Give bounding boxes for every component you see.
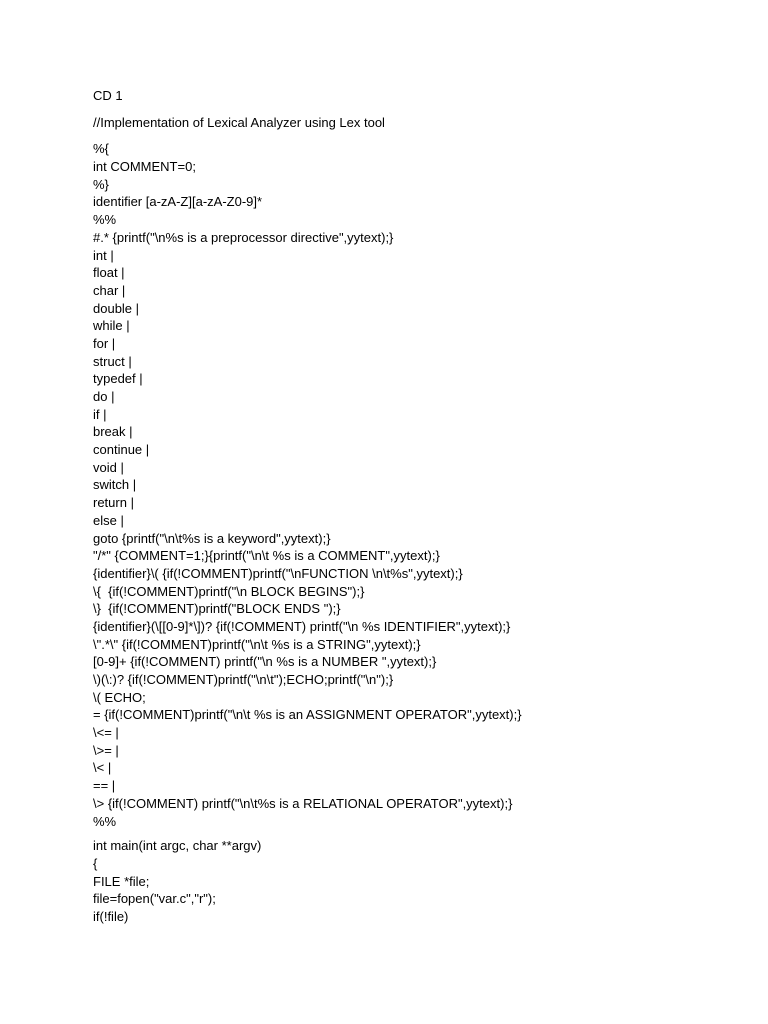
code-line: \< |	[93, 760, 112, 776]
code-line: if |	[93, 406, 107, 422]
code-line: continue |	[93, 442, 150, 458]
code-line: while |	[93, 318, 130, 334]
code-line: double |	[93, 300, 140, 316]
lex-source-block	[93, 140, 733, 830]
code-line: %%	[93, 212, 117, 228]
code-line: break |	[93, 424, 133, 440]
code-line: for |	[93, 335, 116, 351]
code-line: float |	[93, 265, 125, 281]
code-line: \( ECHO;	[93, 689, 146, 705]
code-line: \<= |	[93, 725, 119, 741]
code-line: identifier [a-zA-Z][a-zA-Z0-9]*	[93, 194, 263, 210]
code-line: \} {if(!COMMENT)printf("BLOCK ENDS ");}	[93, 601, 341, 617]
code-line: %}	[93, 176, 109, 192]
code-line: int COMMENT=0;	[93, 159, 196, 175]
code-line: file=fopen("var.c","r");	[93, 891, 216, 907]
code-line: struct |	[93, 353, 132, 369]
document-body	[93, 87, 733, 926]
code-line: == |	[93, 778, 116, 794]
document-subtitle: //Implementation of Lexical Analyzer using Lex tool	[93, 114, 385, 130]
code-line: FILE *file;	[93, 873, 150, 889]
code-line: #.* {printf("\n%s is a preprocessor directive",yytext);}	[93, 229, 394, 245]
code-line: int main(int argc, char **argv)	[93, 838, 262, 854]
code-line: = {if(!COMMENT)printf("\n\t %s is an ASSIGNMENT OPERATOR",yytext);}	[93, 707, 522, 723]
code-line: void |	[93, 459, 124, 475]
code-line: typedef |	[93, 371, 143, 387]
code-line: {	[93, 855, 98, 871]
code-line: return |	[93, 495, 134, 511]
code-line: do |	[93, 389, 115, 404]
code-line: \>= |	[93, 742, 119, 758]
code-line: if(!file)	[93, 908, 129, 924]
code-line: \)(\:)? {if(!COMMENT)printf("\n\t");ECHO;printf("\n");}	[93, 672, 394, 687]
code-line: int |	[93, 247, 114, 263]
document-heading: CD 1	[93, 88, 123, 103]
code-line: "/*" {COMMENT=1;}{printf("\n\t %s is a COMMENT",yytext);}	[93, 548, 440, 564]
code-line: else |	[93, 512, 124, 528]
code-line: char |	[93, 282, 126, 298]
code-line: \".*\" {if(!COMMENT)printf("\n\t %s is a STRING",yytext);}	[93, 636, 421, 652]
code-line: switch |	[93, 477, 137, 493]
code-line: {identifier}(\[[0-9]*\])? {if(!COMMENT) printf("\n %s IDENTIFIER",yytext);}	[93, 618, 511, 634]
code-line: [0-9]+ {if(!COMMENT) printf("\n %s is a NUMBER ",yytext);}	[93, 654, 437, 670]
code-line: %%	[93, 813, 117, 829]
code-line: \{ {if(!COMMENT)printf("\n BLOCK BEGINS");}	[93, 583, 365, 599]
code-line: {identifier}\( {if(!COMMENT)printf("\nFUNCTION \n\t%s",yytext);}	[93, 565, 463, 581]
code-line: %{	[93, 141, 109, 157]
c-main-block	[93, 837, 733, 925]
code-line: goto {printf("\n\t%s is a keyword",yytext);}	[93, 530, 331, 546]
code-line: \> {if(!COMMENT) printf("\n\t%s is a RELATIONAL OPERATOR",yytext);}	[93, 795, 513, 811]
